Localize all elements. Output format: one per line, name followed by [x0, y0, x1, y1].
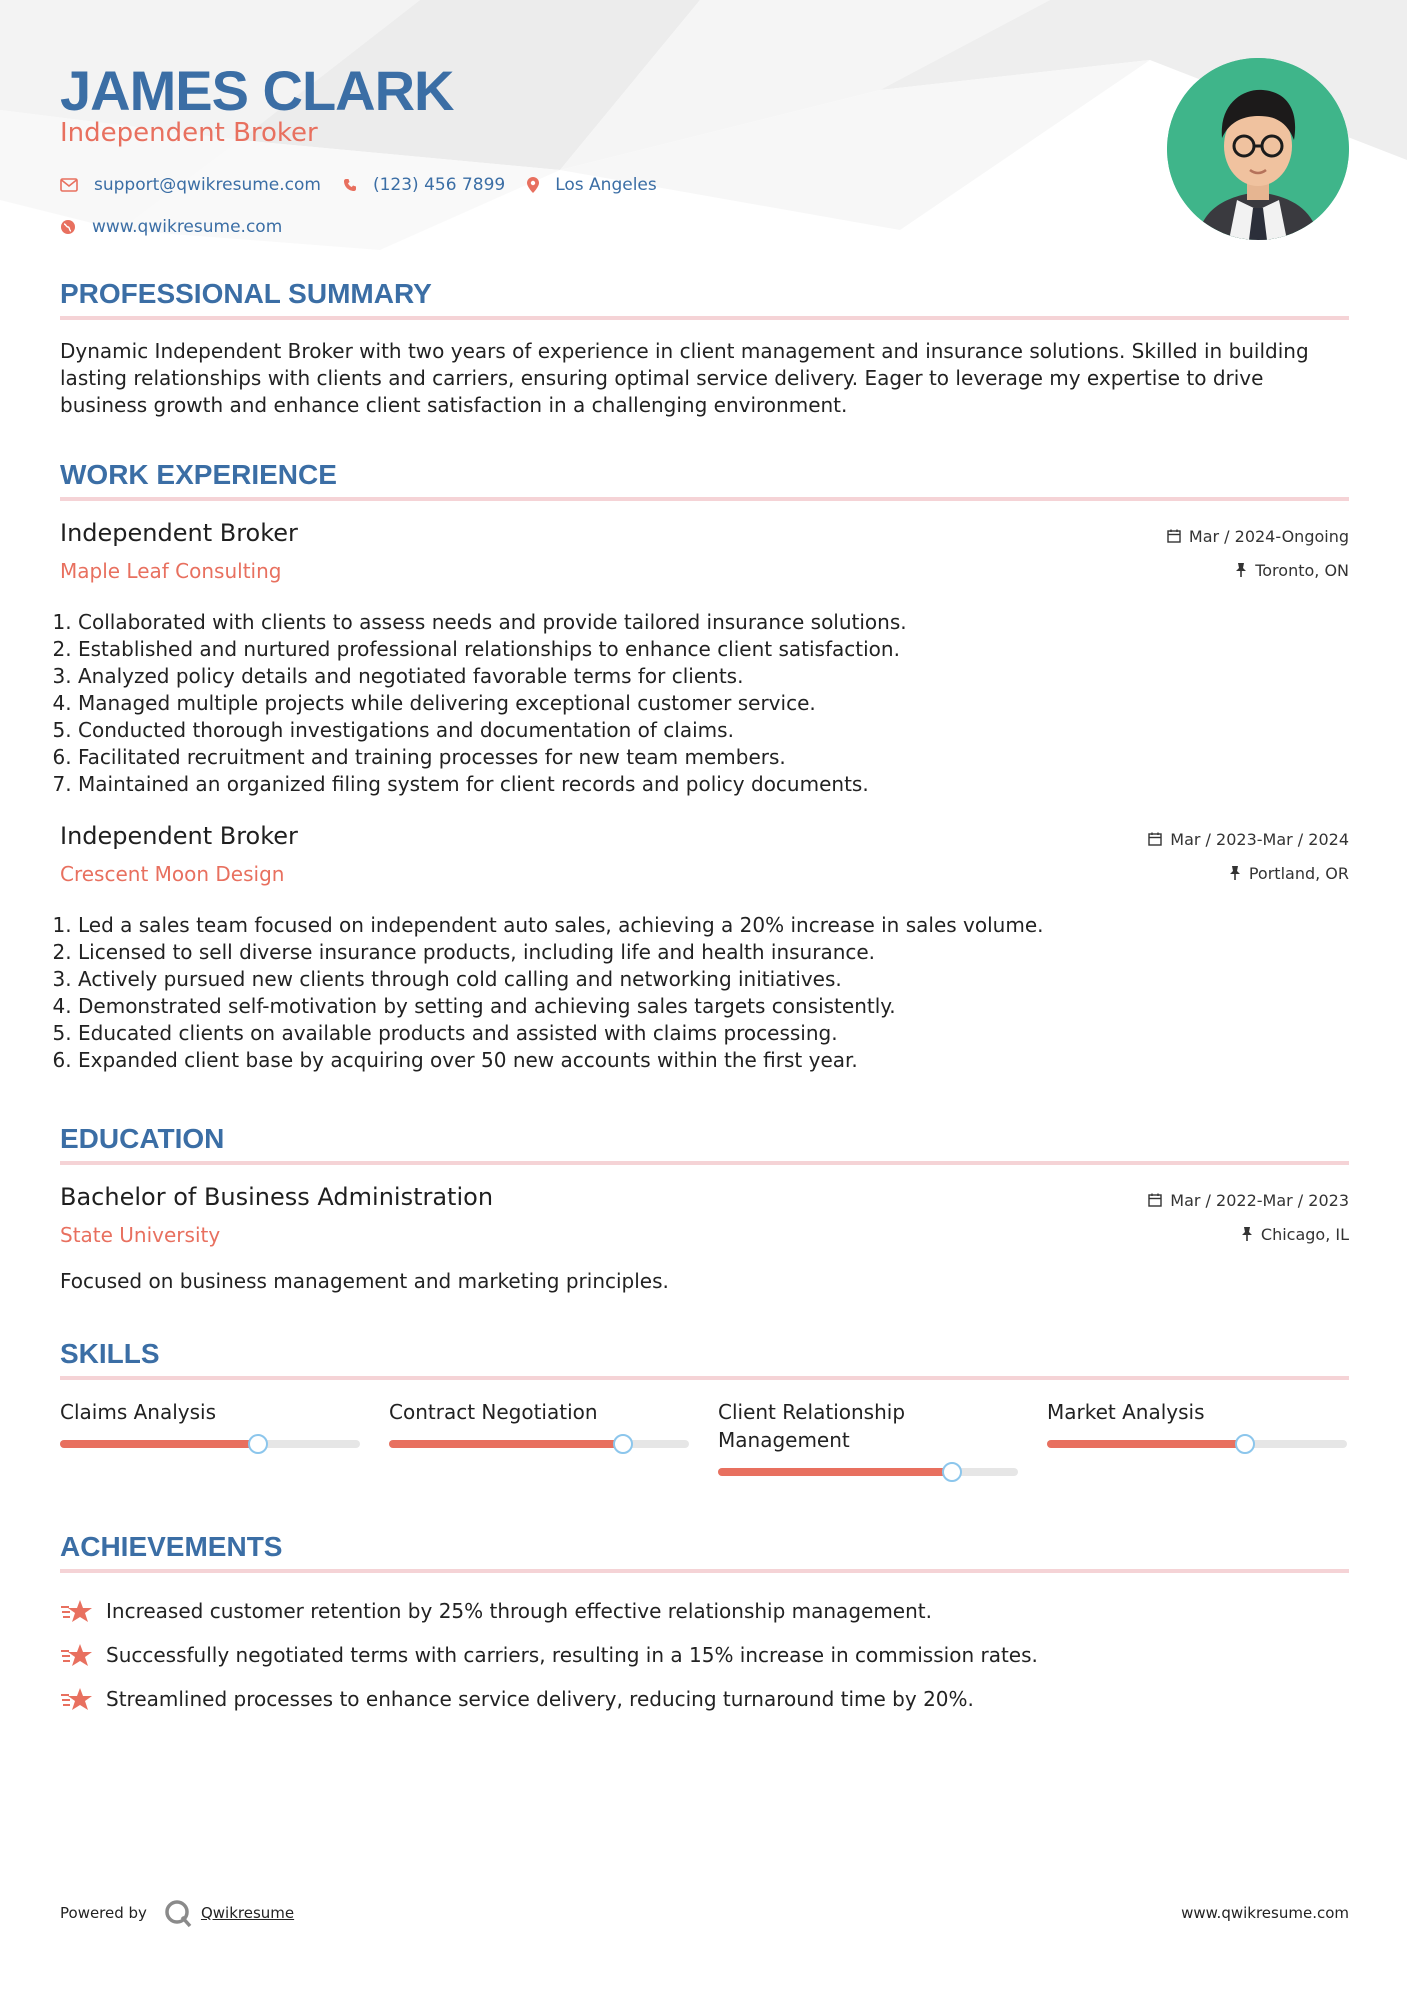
phone-icon	[343, 178, 357, 192]
skill-name: Claims Analysis	[60, 1400, 216, 1424]
list-item: 1. Collaborated with clients to assess needs and provide tailored insurance solutions.	[78, 609, 1349, 636]
education-heading: EDUCATION	[60, 1123, 1349, 1165]
list-item: 6. Facilitated recruitment and training processes for new team members.	[78, 744, 1349, 771]
list-item: 4. Managed multiple projects while delivering exceptional customer service.	[78, 690, 1349, 717]
list-item: 7. Maintained an organized filing system for client records and policy documents.	[78, 771, 1349, 798]
calendar-icon	[1148, 832, 1162, 846]
company-name: Maple Leaf Consulting	[60, 559, 282, 583]
job-location: Portland, OR	[1248, 863, 1349, 883]
list-item: 5. Conducted thorough investigations and documentation of claims.	[78, 717, 1349, 744]
skill-level-knob	[942, 1462, 962, 1482]
candidate-role: Independent Broker	[60, 118, 318, 148]
pushpin-icon	[1229, 866, 1241, 880]
job-responsibilities	[60, 912, 1349, 1074]
phone-text: (123) 456 7899	[372, 175, 506, 195]
candidate-name: JAMES CLARK	[60, 59, 454, 122]
qwikresume-link[interactable]: Qwikresume	[200, 1904, 295, 1922]
email-text: support@qwikresume.com	[94, 175, 321, 195]
achievement-item	[60, 1677, 1349, 1721]
skills-heading: SKILLS	[60, 1338, 1349, 1380]
qwikresume-logo-icon	[163, 1898, 193, 1928]
map-pin-icon	[527, 177, 539, 193]
powered-by-label: Powered by	[60, 1904, 147, 1922]
list-item: 3. Analyzed policy details and negotiated favorable terms for clients.	[78, 663, 1349, 690]
achievement-item	[60, 1633, 1349, 1677]
calendar-icon	[1167, 529, 1181, 543]
education-section	[60, 1123, 1349, 1293]
degree-title: Bachelor of Business Administration	[60, 1183, 494, 1211]
skill-item	[718, 1398, 1018, 1476]
skill-level-knob	[613, 1434, 633, 1454]
pushpin-icon	[1235, 563, 1247, 577]
skill-item	[389, 1398, 689, 1476]
skill-item	[1047, 1398, 1347, 1476]
skill-level-bar	[60, 1440, 360, 1448]
list-item: 2. Licensed to sell diverse insurance products, including life and health insurance.	[78, 939, 1349, 966]
email-contact[interactable]	[60, 175, 321, 195]
achievements-heading: ACHIEVEMENTS	[60, 1531, 1349, 1573]
education-location: Chicago, IL	[1260, 1224, 1349, 1244]
globe-icon	[60, 219, 76, 235]
list-item: 5. Educated clients on available products and assisted with claims processing.	[78, 1020, 1349, 1047]
education-description: Focused on business management and marketing principles.	[60, 1269, 669, 1293]
skill-level-fill	[60, 1440, 258, 1448]
experience-heading: WORK EXPERIENCE	[60, 459, 1349, 501]
achievement-item	[60, 1589, 1349, 1633]
list-item: 3. Actively pursued new clients through cold calling and networking initiatives.	[78, 966, 1349, 993]
job-dates: Mar / 2024-Ongoing	[1188, 526, 1349, 546]
achievement-text: Streamlined processes to enhance service delivery, reducing turnaround time by 20%.	[106, 1687, 974, 1711]
location-text: Los Angeles	[555, 175, 657, 195]
list-item: 1. Led a sales team focused on independent auto sales, achieving a 20% increase in sales volume.	[78, 912, 1349, 939]
list-item: 6. Expanded client base by acquiring over 50 new accounts within the first year.	[78, 1047, 1349, 1074]
achievements-section	[60, 1531, 1349, 1721]
shooting-star-icon	[60, 1598, 94, 1624]
experience-section	[60, 459, 1349, 1074]
list-item: 2. Established and nurtured professional relationships to enhance client satisfaction.	[78, 636, 1349, 663]
education-entry	[60, 1183, 1349, 1293]
skills-section	[60, 1338, 1349, 1476]
job-responsibilities	[60, 609, 1349, 798]
skill-name: Market Analysis	[1047, 1400, 1205, 1424]
list-item: 4. Demonstrated self-motivation by setting and achieving sales targets consistently.	[78, 993, 1349, 1020]
skill-level-bar	[1047, 1440, 1347, 1448]
skill-level-bar	[389, 1440, 689, 1448]
calendar-icon	[1148, 1193, 1162, 1207]
skill-item	[60, 1398, 360, 1476]
envelope-icon	[60, 178, 78, 192]
summary-section	[60, 278, 1349, 419]
avatar	[1167, 58, 1349, 240]
shooting-star-icon	[60, 1642, 94, 1668]
job-entry	[60, 519, 1349, 798]
website-text: www.qwikresume.com	[92, 217, 283, 237]
job-title: Independent Broker	[60, 822, 298, 850]
achievement-text: Successfully negotiated terms with carriers, resulting in a 15% increase in commission rates.	[106, 1643, 1038, 1667]
company-name: Crescent Moon Design	[60, 862, 285, 886]
phone-contact[interactable]	[343, 175, 505, 195]
shooting-star-icon	[60, 1686, 94, 1712]
school-name: State University	[60, 1223, 221, 1247]
job-dates: Mar / 2023-Mar / 2024	[1170, 829, 1349, 849]
skill-level-bar	[718, 1468, 1018, 1476]
footer	[60, 1898, 1349, 1928]
summary-heading: PROFESSIONAL SUMMARY	[60, 278, 1349, 320]
website-contact[interactable]	[60, 217, 282, 237]
job-entry	[60, 822, 1349, 1074]
job-location: Toronto, ON	[1255, 560, 1349, 580]
location-contact	[527, 175, 657, 195]
skill-level-knob	[1235, 1434, 1255, 1454]
summary-text: Dynamic Independent Broker with two years of experience in client management and insurance solutions. Skilled in building lasting relationships with clients and carriers, ensuring optimal service delivery. Eager to leverage my expertise to drive business growth and enhance client satisfaction in a challenging environment.	[60, 339, 1309, 417]
skill-level-fill	[389, 1440, 623, 1448]
footer-website[interactable]: www.qwikresume.com	[1181, 1904, 1349, 1922]
skill-level-knob	[248, 1434, 268, 1454]
pushpin-icon	[1241, 1227, 1253, 1241]
education-dates: Mar / 2022-Mar / 2023	[1170, 1190, 1349, 1210]
skill-name: Contract Negotiation	[389, 1400, 598, 1424]
job-title: Independent Broker	[60, 519, 298, 547]
skill-name: Client Relationship Management	[718, 1400, 906, 1452]
contact-info	[60, 172, 679, 256]
skill-level-fill	[718, 1468, 952, 1476]
skill-level-fill	[1047, 1440, 1245, 1448]
achievement-text: Increased customer retention by 25% through effective relationship management.	[106, 1599, 932, 1623]
